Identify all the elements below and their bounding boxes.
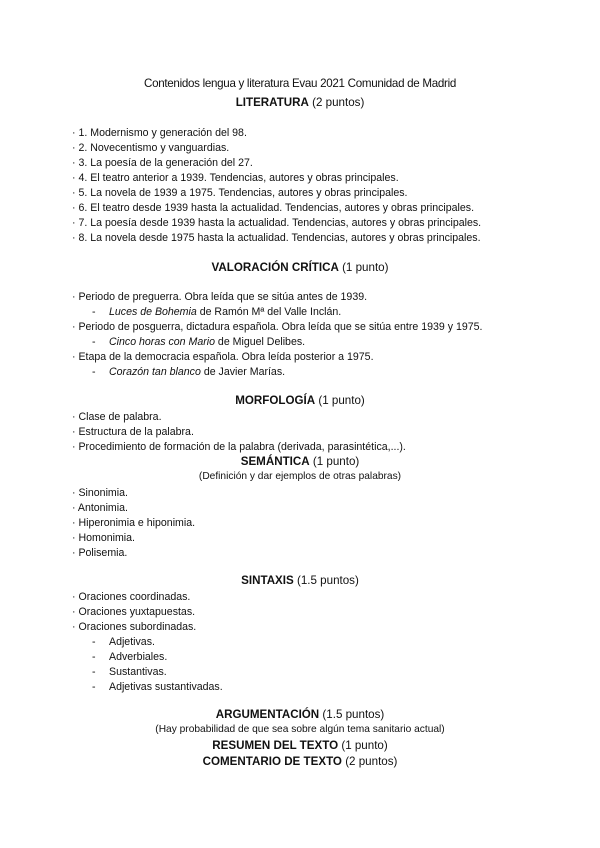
heading-sintaxis-label: SINTAXIS: [241, 574, 294, 587]
list-dash: -: [92, 651, 96, 663]
book-title: Luces de Bohemia: [109, 306, 197, 318]
heading-comentario-label: COMENTARIO DE TEXTO: [202, 755, 342, 768]
heading-resumen-points: (1 punto): [338, 739, 388, 752]
literatura-item: · 2. Novecentismo y vanguardias.: [72, 142, 230, 154]
heading-comentario-points: (2 puntos): [341, 755, 398, 768]
list-dash: -: [92, 666, 96, 678]
semantica-item: · Homonimia.: [72, 532, 135, 544]
heading-literatura-points: (2 puntos): [308, 96, 365, 109]
heading-morfologia-label: MORFOLOGÍA: [235, 394, 316, 407]
book-author: de Javier Marías.: [200, 366, 286, 378]
heading-comentario: [0, 755, 600, 768]
morfologia-item: · Clase de palabra.: [72, 411, 162, 423]
semantica-note: (Definición y dar ejemplos de otras palabras): [198, 471, 402, 482]
heading-resumen: [0, 739, 600, 752]
heading-valoracion-label: VALORACIÓN CRÍTICA: [211, 261, 339, 274]
valoracion-book: [92, 306, 341, 318]
literatura-item: · 6. El teatro desde 1939 hasta la actualidad. Tendencias, autores y obras principales.: [72, 202, 475, 214]
heading-valoracion: [0, 261, 600, 274]
heading-semantica: [0, 455, 600, 468]
sintaxis-subitem: [92, 681, 223, 693]
sintaxis-subitem: [92, 651, 167, 663]
literatura-item: · 4. El teatro anterior a 1939. Tendencias, autores y obras principales.: [72, 172, 399, 184]
semantica-item: · Sinonimia.: [72, 487, 128, 499]
valoracion-period: · Periodo de preguerra. Obra leída que se sitúa antes de 1939.: [72, 291, 368, 303]
heading-sintaxis: [0, 574, 600, 587]
book-author: de Miguel Delibes.: [214, 336, 306, 348]
literatura-item: · 3. La poesía de la generación del 27.: [72, 157, 253, 169]
sintaxis-subitem-label: Adjetivas sustantivadas.: [109, 681, 223, 693]
book-title: Corazón tan blanco: [109, 366, 201, 378]
morfologia-item: · Procedimiento de formación de la palabra (derivada, parasintética,...).: [72, 441, 406, 453]
heading-sintaxis-points: (1.5 puntos): [293, 574, 359, 587]
sintaxis-subitem: [92, 636, 155, 648]
morfologia-item: · Estructura de la palabra.: [72, 426, 194, 438]
document-title: Contenidos lengua y literatura Evau 2021 Comunidad de Madrid: [144, 77, 456, 90]
sintaxis-item: · Oraciones coordinadas.: [72, 591, 191, 603]
list-dash: -: [92, 636, 96, 648]
sintaxis-item: · Oraciones yuxtapuestas.: [72, 606, 196, 618]
heading-argumentacion-points: (1.5 puntos): [319, 708, 385, 721]
argumentacion-note: (Hay probabilidad de que sea sobre algún tema sanitario actual): [155, 724, 445, 735]
heading-morfologia: [0, 394, 600, 407]
literatura-item: · 5. La novela de 1939 a 1975. Tendencias, autores y obras principales.: [72, 187, 408, 199]
heading-valoracion-points: (1 punto): [338, 261, 389, 274]
sintaxis-subitem-label: Adverbiales.: [109, 651, 168, 663]
valoracion-period: · Etapa de la democracia española. Obra leída posterior a 1975.: [72, 351, 374, 363]
list-dash: -: [92, 366, 96, 378]
valoracion-book: [92, 336, 305, 348]
literatura-item: · 8. La novela desde 1975 hasta la actualidad. Tendencias, autores y obras principales.: [72, 232, 481, 244]
list-dash: -: [92, 336, 96, 348]
sintaxis-subitem-label: Adjetivas.: [109, 636, 155, 648]
heading-resumen-label: RESUMEN DEL TEXTO: [212, 739, 339, 752]
sintaxis-item: · Oraciones subordinadas.: [72, 621, 197, 633]
literatura-item: · 7. La poesía desde 1939 hasta la actualidad. Tendencias, autores y obras principales.: [72, 217, 482, 229]
heading-argumentacion-label: ARGUMENTACIÓN: [215, 708, 320, 721]
list-dash: -: [92, 306, 96, 318]
heading-semantica-points: (1 punto): [309, 455, 360, 468]
literatura-item: · 1. Modernismo y generación del 98.: [72, 127, 247, 139]
heading-semantica-label: SEMÁNTICA: [240, 455, 310, 468]
valoracion-period: · Periodo de posguerra, dictadura española. Obra leída que se sitúa entre 1939 y 1975.: [72, 321, 483, 333]
semantica-item: · Polisemia.: [72, 547, 128, 559]
heading-morfologia-points: (1 punto): [315, 394, 365, 407]
semantica-item: · Antonimia.: [72, 502, 128, 514]
heading-argumentacion: [0, 708, 600, 721]
heading-literatura-label: LITERATURA: [235, 96, 309, 109]
book-title: Cinco horas con Mario: [109, 336, 215, 348]
heading-literatura: [0, 96, 600, 109]
semantica-item: · Hiperonimia e hiponimia.: [72, 517, 196, 529]
sintaxis-subitem: [92, 666, 167, 678]
book-author: de Ramón Mª del Valle Inclán.: [196, 306, 342, 318]
sintaxis-subitem-label: Sustantivas.: [109, 666, 167, 678]
valoracion-book: [92, 366, 285, 378]
list-dash: -: [92, 681, 96, 693]
